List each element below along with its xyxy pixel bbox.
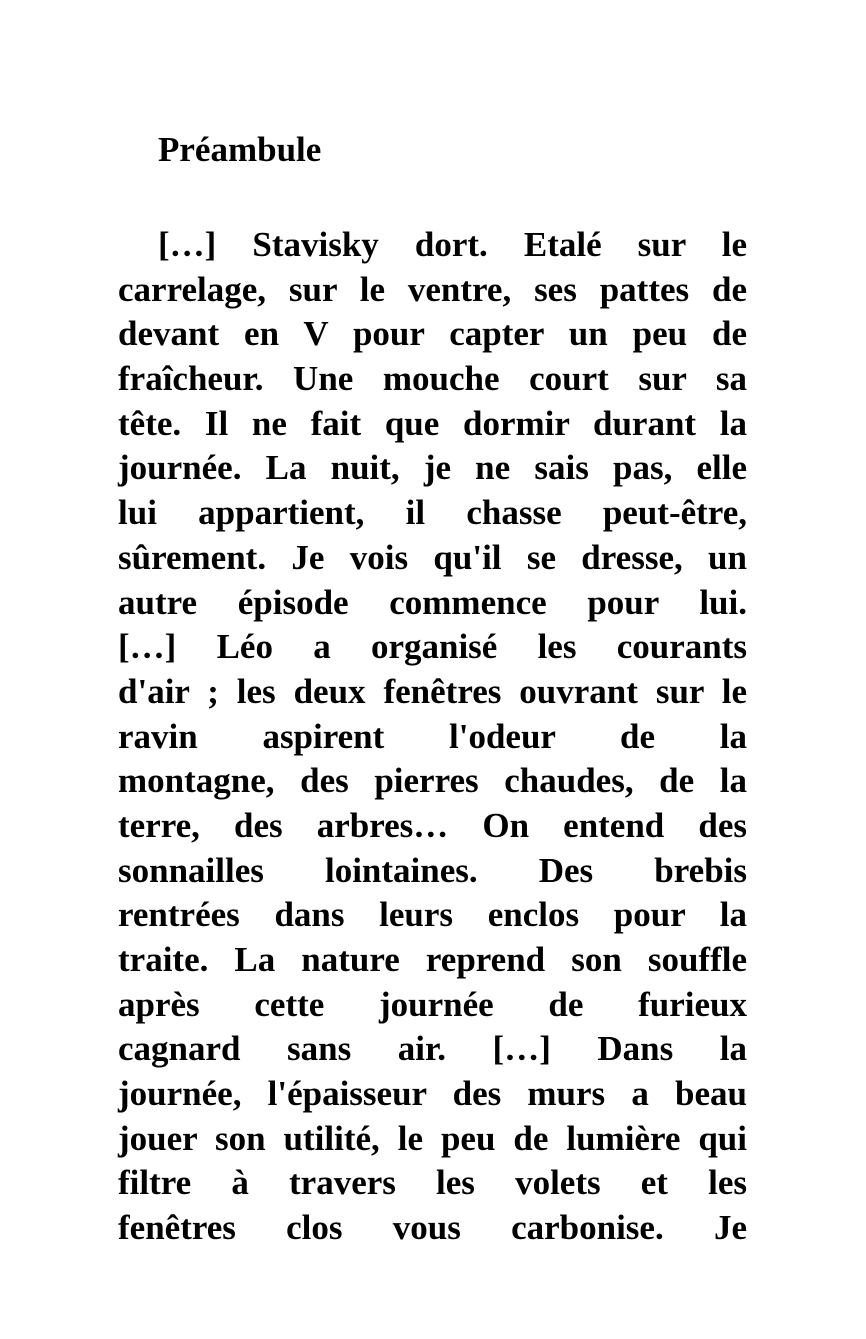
text-line: journée. La nuit, je ne sais pas, elle <box>118 448 747 488</box>
body-paragraph <box>118 223 747 1251</box>
text-line: carrelage, sur le ventre, ses pattes de <box>118 269 747 309</box>
text-line: cagnard sans air. […] Dans la <box>118 1029 747 1069</box>
text-line: journée, l'épaisseur des murs a beau <box>118 1074 747 1114</box>
text-line: rentrées dans leurs enclos pour la <box>118 895 747 935</box>
text-line: fenêtres clos vous carbonise. Je <box>118 1208 747 1248</box>
text-line: traite. La nature reprend son souffle <box>118 940 747 979</box>
text-line: d'air ; les deux fenêtres ouvrant sur le <box>118 671 747 711</box>
text-line: terre, des arbres… On entend des <box>118 805 747 845</box>
text-line: devant en V pour capter un peu de <box>118 314 747 354</box>
text-line: sûrement. Je vois qu'il se dresse, un <box>118 537 747 577</box>
text-line: fraîcheur. Une mouche court sur sa <box>118 359 747 399</box>
text-line: sonnailles lointaines. Des brebis <box>118 850 747 890</box>
text-line: montagne, des pierres chaudes, de la <box>118 761 747 801</box>
text-line: tête. Il ne fait que dormir durant la <box>118 403 747 443</box>
text-line: […] Léo a organisé les courants <box>118 627 747 667</box>
text-line: autre épisode commence pour lui. <box>118 582 747 622</box>
text-line: après cette journée de furieux <box>118 984 747 1024</box>
text-line: ravin aspirent l'odeur de la <box>118 716 747 756</box>
text-line: jouer son utilité, le peu de lumière qui <box>118 1118 747 1158</box>
text-line: filtre à travers les volets et les <box>118 1163 747 1203</box>
text-line: lui appartient, il chasse peut-être, <box>118 493 747 533</box>
section-heading: Préambule <box>158 130 322 169</box>
text-line: […] Stavisky dort. Etalé sur le <box>158 225 747 264</box>
